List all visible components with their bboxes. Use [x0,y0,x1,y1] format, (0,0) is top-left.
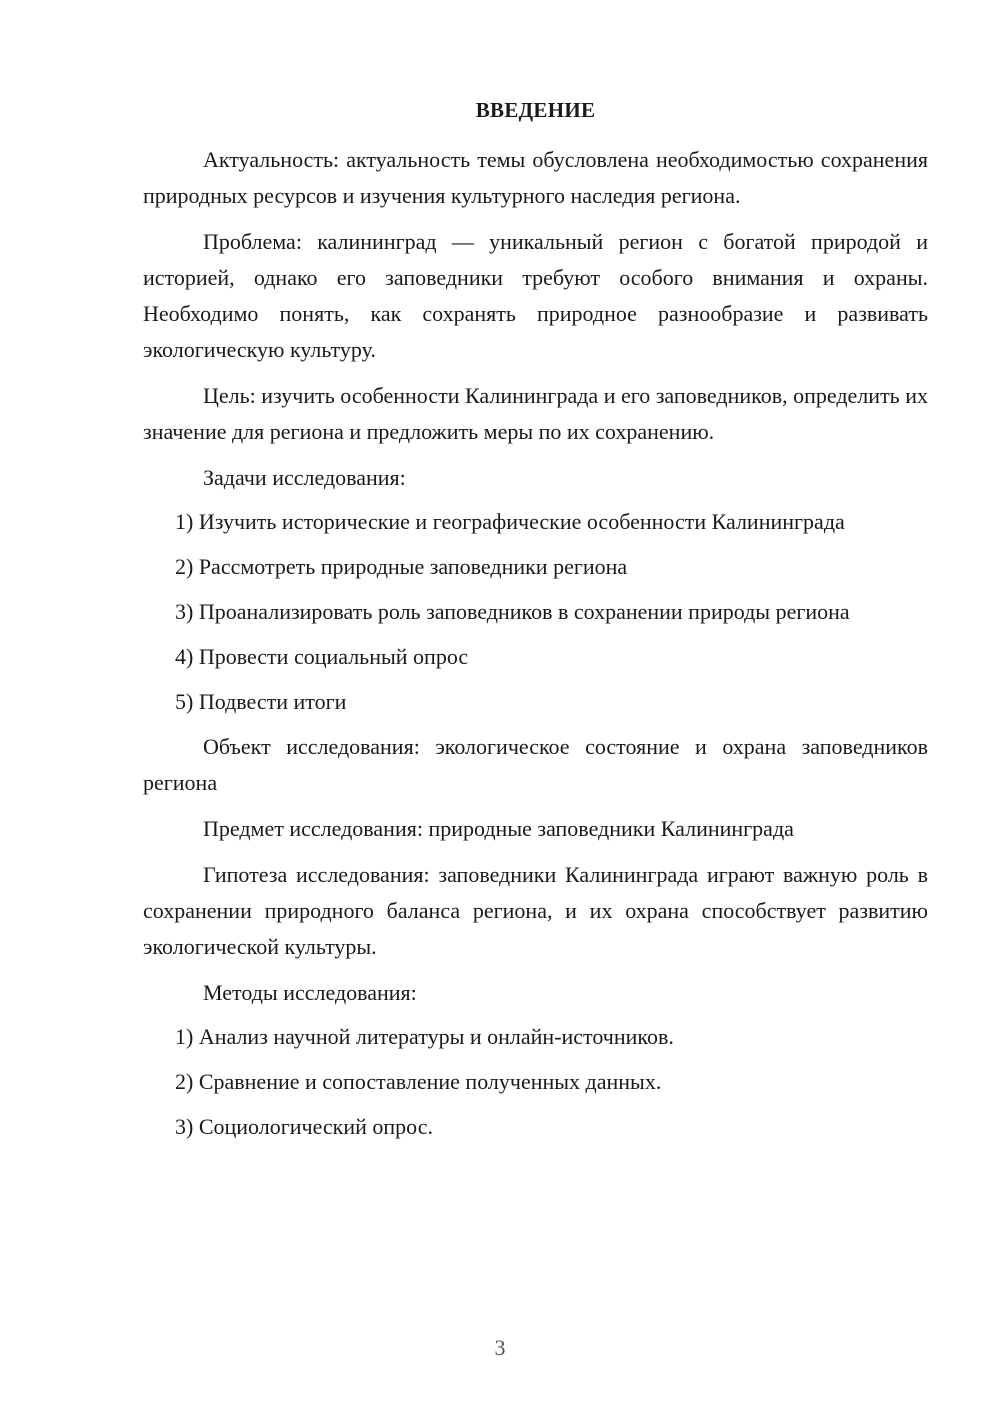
tasks-heading: Задачи исследования: [203,465,406,490]
object-paragraph: Объект исследования: экологическое состояние и охрана заповедников региона [143,734,928,795]
method-item: 3) Социологический опрос. [175,1114,433,1139]
subject-paragraph: Предмет исследования: природные заповедники Калининграда [203,816,794,841]
relevance-paragraph: Актуальность: актуальность темы обусловлена необходимостью сохранения природных ресурсов и изучения культурного наследия региона. [143,147,928,208]
methods-heading: Методы исследования: [203,980,417,1005]
task-item: 4) Провести социальный опрос [175,644,469,669]
problem-paragraph: Проблема: калининград — уникальный регион с богатой природой и историей, однако его заповедники требуют особого внимания и охраны. Необходимо понять, как сохранять природное разнообразие и развивать экологическую культуру. [143,229,928,362]
page-number: 3 [494,1335,506,1360]
document-body [143,90,928,1154]
task-item: 5) Подвести итоги [175,689,347,714]
task-item: 2) Рассмотреть природные заповедники региона [175,554,628,579]
tasks-list [143,504,928,720]
task-item: 1) Изучить исторические и географические особенности Калининграда [175,509,845,534]
goal-paragraph: Цель: изучить особенности Калининграда и его заповедников, определить их значение для региона и предложить меры по их сохранению. [143,383,928,444]
task-item: 3) Проанализировать роль заповедников в сохранении природы региона [175,599,850,624]
page-title: ВВЕДЕНИЕ [475,98,596,122]
method-item: 2) Сравнение и сопоставление полученных данных. [175,1069,662,1094]
methods-list [143,1019,928,1145]
hypothesis-paragraph: Гипотеза исследования: заповедники Калининграда играют важную роль в сохранении природного баланса региона, и их охрана способствует развитию экологической культуры. [143,862,928,959]
method-item: 1) Анализ научной литературы и онлайн-источников. [175,1024,674,1049]
